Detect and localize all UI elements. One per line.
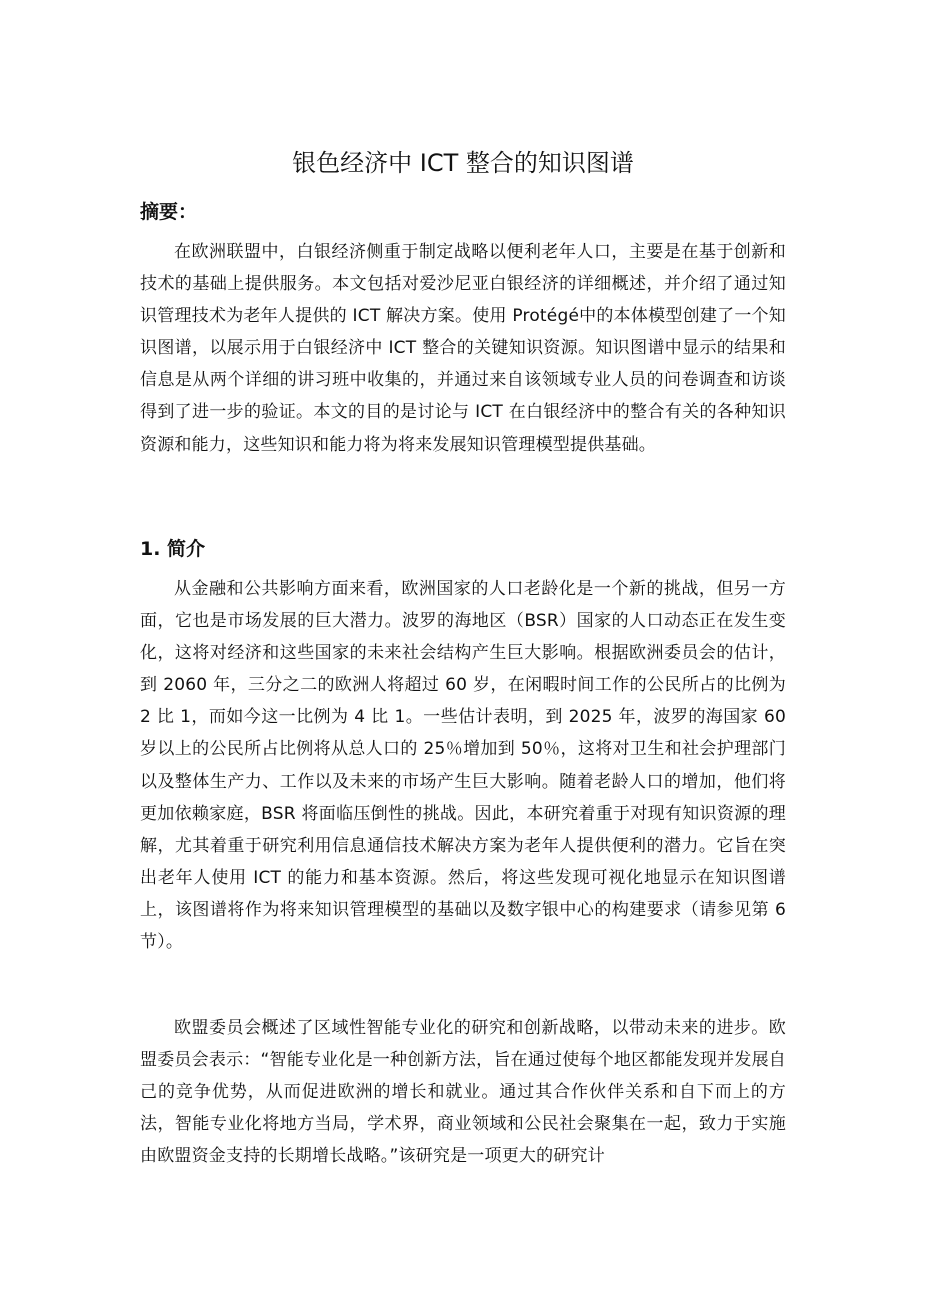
introduction-paragraph-2: 欧盟委员会概述了区域性智能专业化的研究和创新战略，以带动未来的进步。欧盟委员会表示：“智能专业化是一种创新方法，旨在通过使每个地区都能发现并发展自己的竞争优势，从而促进欧洲的增长和就业。通过其合作伙伴关系和自下而上的方法，智能专业化将地方当局，学术界，商业领域和公民社会聚集在一起，致力于实施由欧盟资金支持的长期增长战略。”该研究是一项更大的研究计 xyxy=(140,1018,786,1167)
abstract-heading: 摘要： xyxy=(140,201,198,223)
abstract-paragraph: 在欧洲联盟中，白银经济侧重于制定战略以便利老年人口，主要是在基于创新和技术的基础上提供服务。本文包括对爱沙尼亚白银经济的详细概述，并介绍了通过知识管理技术为老年人提供的 ICT 解决方案。使用 Protégé中的本体模型创建了一个知识图谱，以展示用于白银经济中 ICT 整合的关键知识资源。知识图谱中显示的结果和信息是从两个详细的讲习班中收集的，并通过来自该领域专业人员的问卷调查和访谈得到了进一步的验证。本文的目的是讨论与 ICT 在白银经济中的整合有关的各种知识资源和能力，这些知识和能力将为将来发展知识管理模型提供基础。 xyxy=(140,242,786,455)
page-title: 银色经济中 ICT 整合的知识图谱 xyxy=(292,149,634,177)
introduction-paragraph-1: 从金融和公共影响方面来看，欧洲国家的人口老龄化是一个新的挑战，但另一方面，它也是市场发展的巨大潜力。波罗的海地区（BSR）国家的人口动态正在发生变化，这将对经济和这些国家的未来社会结构产生巨大影响。根据欧洲委员会的估计，到 2060 年，三分之二的欧洲人将超过 60 岁，在闲暇时间工作的公民所占的比例为 2 比 1，而如今这一比例为 4 比 1。一些估计表明，到 2025 年，波罗的海国家 60 岁以上的公民所占比例将从总人口的 25％增加到 50％，这将对卫生和社会护理部门以及整体生产力、工作以及未来的市场产生巨大影响。随着老龄人口的增加，他们将更加依赖家庭，BSR 将面临压倒性的挑战。因此，本研究着重于对现有知识资源的理解，尤其着重于研究利用信息通信技术解决方案为老年人提供便利的潜力。它旨在突出老年人使用 ICT 的能力和基本资源。然后，将这些发现可视化地显示在知识图谱上，该图谱将作为将来知识管理模型的基础以及数字银中心的构建要求（请参见第 6 节）。 xyxy=(140,579,786,953)
introduction-heading: 1. 简介 xyxy=(140,538,206,560)
